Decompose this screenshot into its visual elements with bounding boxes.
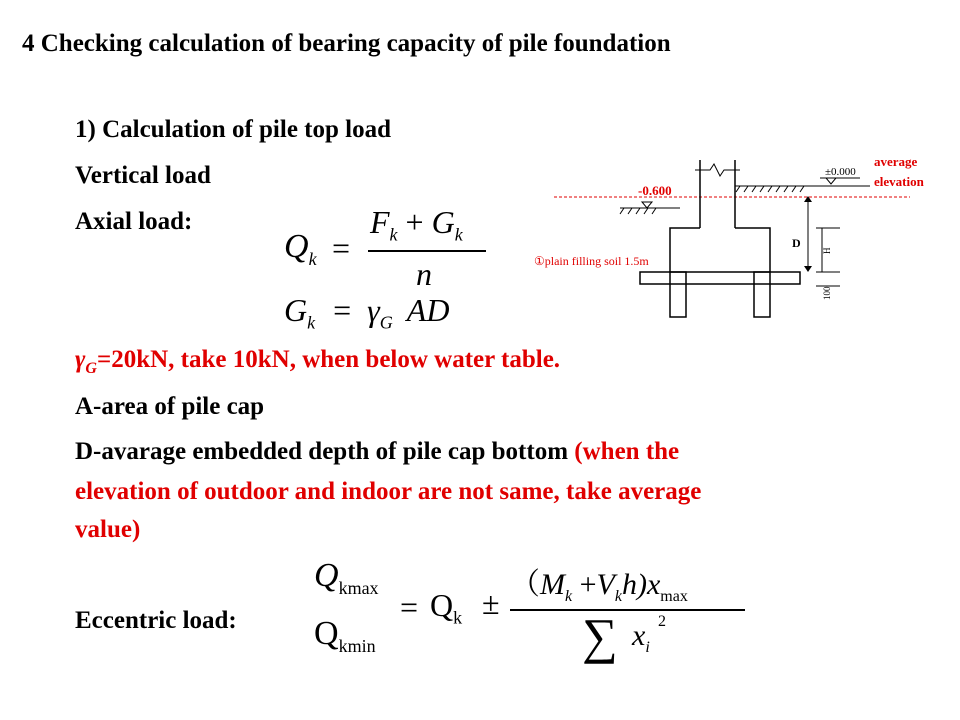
gamma-subscript: G <box>85 360 97 377</box>
level-left-label: -0.600 <box>638 183 672 198</box>
d-label: D <box>792 236 801 250</box>
formula-subscript: k <box>614 588 622 605</box>
formula-qk <box>284 228 317 270</box>
formula-symbol: M <box>540 568 565 601</box>
h-label: H <box>822 247 832 254</box>
ground-hatch-left <box>620 208 656 214</box>
eccentric-load-label: Eccentric load: <box>75 607 237 634</box>
qkmax <box>314 557 379 599</box>
fraction-bar <box>510 609 745 611</box>
formula-subscript: G <box>379 312 393 333</box>
formula-denominator: n <box>416 256 432 292</box>
qk-term <box>430 587 462 628</box>
d-definition-note-line3: value) <box>75 516 141 543</box>
formula-symbol: F <box>370 204 390 240</box>
formula-symbol: Q <box>314 615 339 652</box>
slide-heading: 4 Checking calculation of bearing capacity of pile foundation <box>22 30 671 57</box>
d-definition <box>75 438 679 466</box>
gamma-note <box>75 346 560 378</box>
formula-subscript: k <box>308 248 317 269</box>
formula-subscript: k <box>453 607 463 628</box>
axial-load-formula <box>280 200 500 300</box>
pile-cap <box>640 272 800 284</box>
pile-left <box>670 272 686 317</box>
d-definition-text: D-avarage embedded depth of pile cap bottom <box>75 438 575 465</box>
equals-sign: = <box>332 230 351 266</box>
a-definition: A-area of pile cap <box>75 393 265 420</box>
dim-100-label: 100 <box>822 286 832 300</box>
equals-sign: = <box>400 589 419 625</box>
formula-subscript: i <box>645 639 650 656</box>
formula-subscript: max <box>660 588 688 605</box>
pedestal-right <box>735 228 770 242</box>
formula-symbol: Q <box>430 587 454 623</box>
section-title: 1) Calculation of pile top load <box>75 116 391 143</box>
level-marker-right <box>826 178 836 184</box>
formula-symbol: Q <box>284 228 309 265</box>
formula-numerator <box>370 204 463 245</box>
plus-sign: + <box>405 204 424 240</box>
eccentric-numerator <box>510 559 688 606</box>
gk-formula <box>284 292 449 333</box>
pile-cap-diagram <box>530 150 950 320</box>
formula-symbol: G <box>431 204 455 240</box>
soil-label: ①plain filling soil 1.5m <box>534 254 649 268</box>
level-marker-left <box>642 202 652 208</box>
formula-symbol: h) <box>621 568 647 601</box>
formula-symbol: V <box>596 568 615 601</box>
pile-right <box>754 272 770 317</box>
formula-subscript: kmax <box>338 577 379 598</box>
break-line <box>695 164 740 176</box>
formula-subscript: k <box>389 224 398 245</box>
xi-term <box>632 619 650 657</box>
vertical-load-label: Vertical load <box>75 162 211 189</box>
d-definition-note-line2: elevation of outdoor and indoor are not same, take average <box>75 478 702 505</box>
plus-minus-sign: ± <box>482 585 500 621</box>
formula-symbol: Q <box>314 557 339 594</box>
eccentric-load-formula <box>310 555 760 675</box>
top-level-label: ±0.000 <box>825 166 856 178</box>
ground-hatch-right <box>736 186 804 192</box>
formula-subscript: k <box>454 224 463 245</box>
formula-symbol: AD <box>406 292 450 328</box>
fraction-bar <box>368 250 486 252</box>
gamma-note-text: =20kN, take 10kN, when below water table. <box>96 346 561 373</box>
formula-superscript: 2 <box>658 613 666 630</box>
formula-subscript: kmin <box>338 635 376 656</box>
d-definition-note: (when the <box>574 438 680 465</box>
gamma-symbol: γ <box>75 346 86 373</box>
formula-symbol: x <box>646 568 661 601</box>
plus-sign: + <box>579 568 597 601</box>
formula-subscript: k <box>565 588 573 605</box>
sigma-symbol: ∑ <box>582 608 618 664</box>
average-label-line1: average <box>874 154 918 169</box>
open-paren: （ <box>510 568 540 601</box>
equals-sign: = <box>333 292 352 328</box>
formula-symbol: x <box>632 619 646 652</box>
formula-subscript: k <box>307 312 316 333</box>
average-label-line2: elevation <box>874 174 924 189</box>
axial-load-label: Axial load: <box>75 208 193 235</box>
formula-symbol: γ <box>367 292 380 328</box>
pedestal-left <box>670 228 700 242</box>
qkmin <box>314 615 376 657</box>
d-arrow-bottom <box>804 266 812 272</box>
formula-symbol: G <box>284 292 308 328</box>
